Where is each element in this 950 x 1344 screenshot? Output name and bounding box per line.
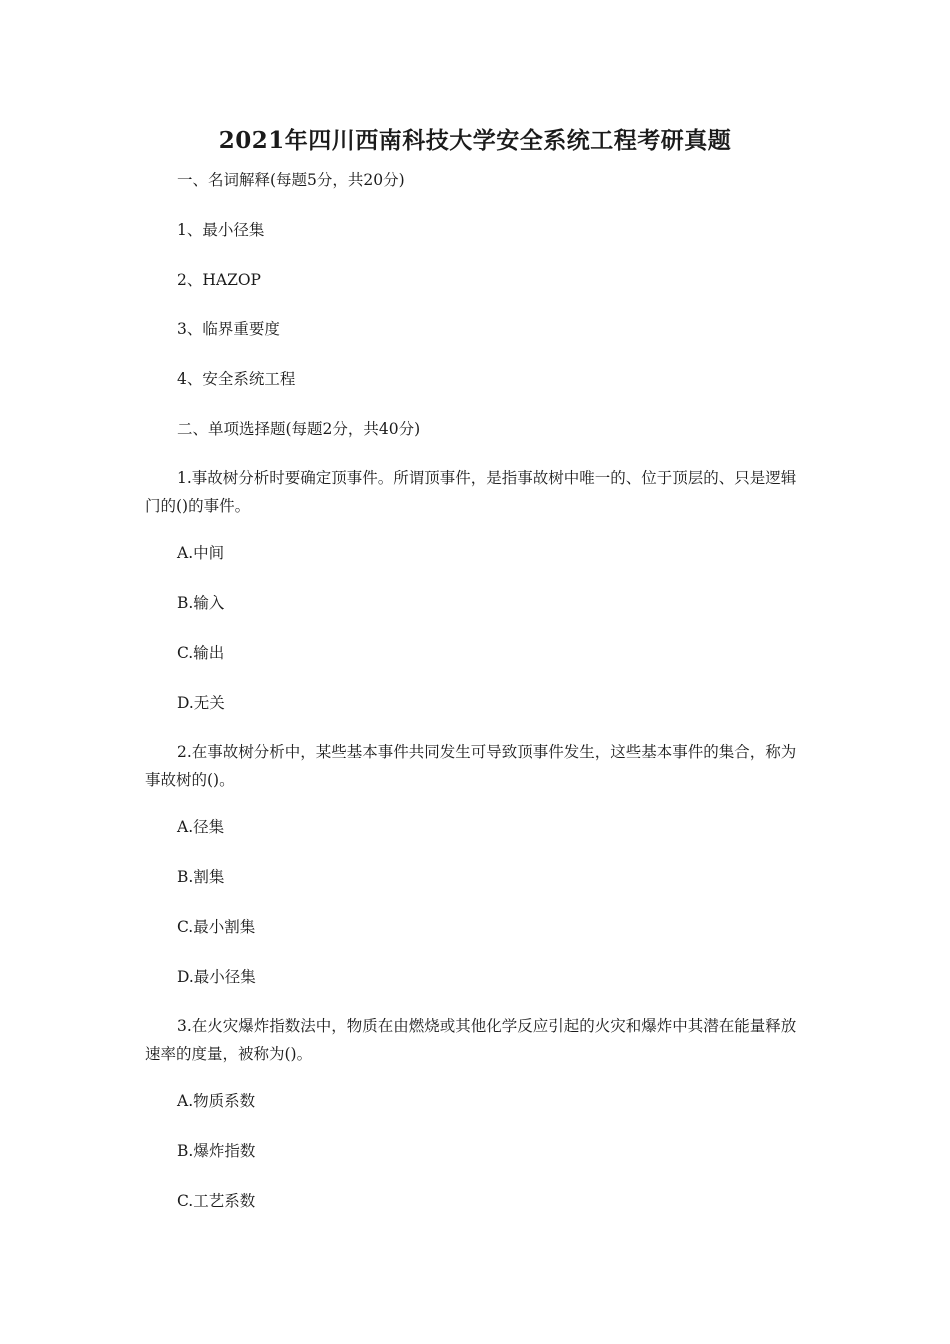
- question-option: A.径集: [177, 818, 225, 836]
- definition-item: 4、安全系统工程: [177, 370, 296, 388]
- question-stem: 1.事故树分析时要确定顶事件。所谓顶事件，是指事故树中唯一的、位于顶层的、只是逻辑门的()的事件。: [145, 469, 797, 515]
- definition-item: 3、临界重要度: [177, 320, 280, 338]
- question-option: A.中间: [177, 544, 225, 562]
- document-title: 2021年四川西南科技大学安全系统工程考研真题: [218, 127, 732, 154]
- question-option: B.割集: [177, 868, 225, 886]
- question-option: D.无关: [177, 694, 225, 712]
- question-option: C.输出: [177, 644, 225, 662]
- question-option: C.工艺系数: [177, 1192, 256, 1210]
- question-option: A.物质系数: [177, 1092, 256, 1110]
- section-heading-single-choice: 二、单项选择题(每题2分，共40分): [177, 420, 421, 438]
- definition-item: 1、最小径集: [177, 221, 265, 239]
- question-option: B.输入: [177, 594, 225, 612]
- question-stem: 2.在事故树分析中，某些基本事件共同发生可导致顶事件发生，这些基本事件的集合，称为事故树的()。: [145, 743, 797, 789]
- question-option: B.爆炸指数: [177, 1142, 256, 1160]
- question-stem: 3.在火灾爆炸指数法中，物质在由燃烧或其他化学反应引起的火灾和爆炸中其潜在能量释放速率的度量，被称为()。: [145, 1017, 797, 1063]
- question-option: C.最小割集: [177, 918, 256, 936]
- definition-item: 2、HAZOP: [177, 271, 261, 289]
- section-heading-definitions: 一、名词解释(每题5分，共20分): [177, 171, 405, 189]
- question-option: D.最小径集: [177, 968, 256, 986]
